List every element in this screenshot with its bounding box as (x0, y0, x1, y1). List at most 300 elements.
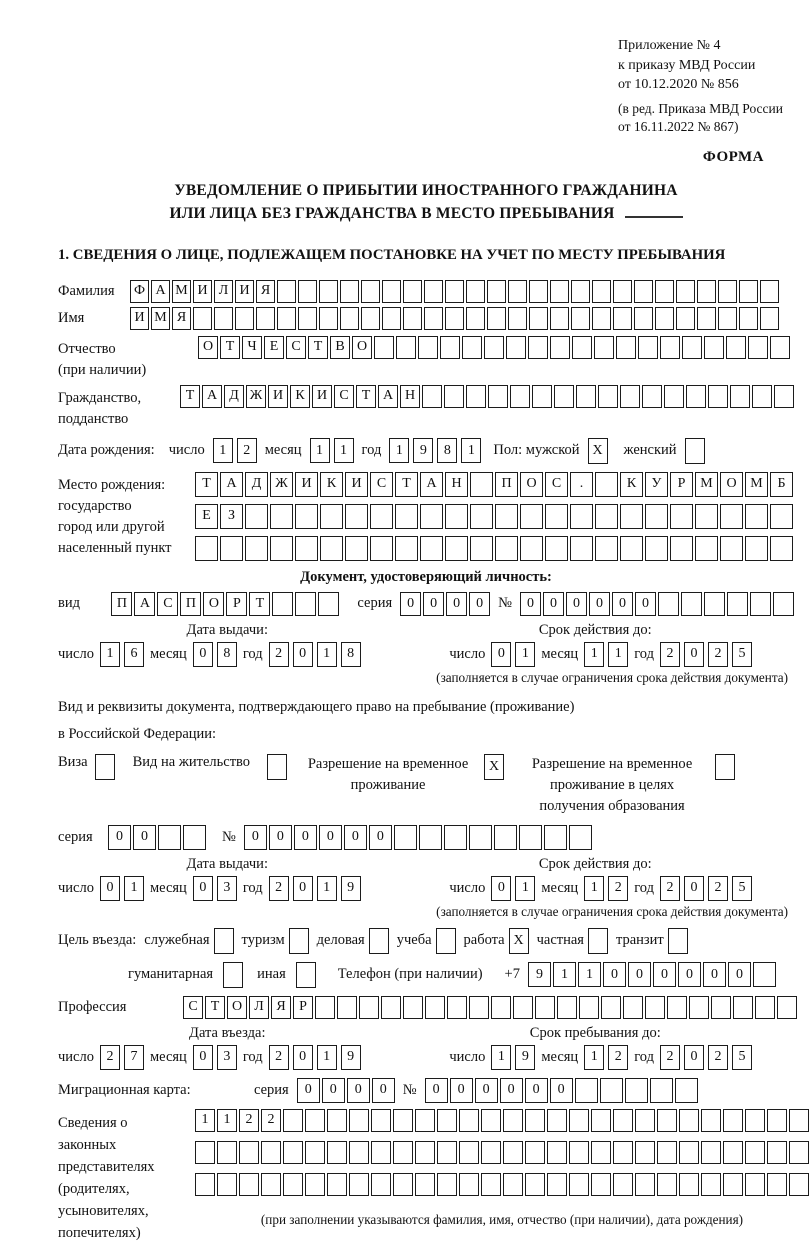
char-cell (327, 1141, 347, 1164)
stay-number-boxes (244, 825, 592, 850)
birth-year-boxes (389, 438, 481, 463)
char-cell: 1 (515, 642, 535, 667)
char-cell (235, 307, 254, 330)
stay-series-label: серия (58, 828, 93, 845)
char-cell (420, 504, 443, 529)
char-cell: 0 (294, 825, 317, 850)
char-cell (481, 1173, 501, 1196)
char-cell (770, 336, 790, 359)
given-name-row (58, 307, 794, 330)
purpose-row (58, 928, 794, 954)
char-cell: 0 (635, 592, 656, 616)
char-cell (789, 1173, 809, 1196)
char-cell: 2 (269, 1045, 289, 1070)
identity-doc-heading: Документ, удостоверяющий личность: (300, 568, 552, 585)
char-cell: О (720, 472, 743, 497)
char-cell (295, 504, 318, 529)
char-cell (295, 536, 318, 561)
char-cell: А (378, 385, 398, 408)
phone-boxes (528, 962, 776, 987)
migration-card-label: Миграционная карта: (58, 1081, 191, 1098)
char-cell (745, 1109, 765, 1132)
char-cell: С (157, 592, 178, 616)
char-cell (415, 1109, 435, 1132)
char-cell (403, 996, 423, 1019)
char-cell (459, 1173, 479, 1196)
char-cell (773, 592, 794, 616)
char-cell (481, 1109, 501, 1132)
stay-doc-dates (58, 876, 794, 901)
char-cell (381, 996, 401, 1019)
char-cell: 8 (341, 642, 361, 667)
char-cell: 0 (543, 592, 564, 616)
char-cell: Т (395, 472, 418, 497)
char-cell: 0 (369, 825, 392, 850)
char-cell: 2 (608, 1045, 628, 1070)
char-cell: Е (264, 336, 284, 359)
char-cell (466, 307, 485, 330)
month-label: месяц (264, 442, 302, 458)
char-cell (298, 307, 317, 330)
purpose-label: Цель въезда: (58, 932, 137, 948)
char-cell (658, 592, 679, 616)
month-label: месяц (149, 645, 187, 662)
char-cell: 0 (491, 876, 511, 901)
char-cell (437, 1141, 457, 1164)
char-cell (214, 307, 233, 330)
char-cell (520, 504, 543, 529)
char-cell (491, 996, 511, 1019)
char-cell: М (695, 472, 718, 497)
stay-valid-day-boxes (491, 876, 535, 901)
char-cell (616, 336, 636, 359)
purpose-row2 (128, 962, 794, 988)
char-cell (620, 504, 643, 529)
citizenship-boxes (180, 385, 794, 408)
doc-type-boxes (111, 592, 339, 616)
option-temp-residence: Разрешение на временное проживание X (299, 754, 504, 796)
char-cell (745, 536, 768, 561)
char-cell (704, 592, 725, 616)
migration-series-label: серия (254, 1081, 289, 1098)
char-cell (506, 336, 526, 359)
char-cell: 1 (491, 1045, 511, 1070)
char-cell: 0 (469, 592, 490, 616)
char-cell: 0 (347, 1078, 370, 1103)
char-cell: Т (220, 336, 240, 359)
char-cell (739, 307, 758, 330)
char-cell: 1 (195, 1109, 215, 1132)
char-cell (374, 336, 394, 359)
stay-series-boxes (108, 825, 206, 850)
char-cell (770, 504, 793, 529)
stay-doc-intro: Вид и реквизиты документа, подтверждающего право на пребывание (проживание) в Российской Федерации: (58, 698, 575, 742)
purpose-work: работа X (464, 928, 529, 954)
char-cell (261, 1141, 281, 1164)
char-cell (183, 825, 206, 850)
char-cell (503, 1173, 523, 1196)
char-cell: О (227, 996, 247, 1019)
appendix-line: от 10.12.2020 № 856 (618, 77, 739, 92)
char-cell (283, 1173, 303, 1196)
char-cell (525, 1141, 545, 1164)
char-cell (657, 1173, 677, 1196)
char-cell (484, 336, 504, 359)
char-cell (349, 1141, 369, 1164)
char-cell: 1 (213, 438, 233, 463)
char-cell: Н (445, 472, 468, 497)
char-cell (217, 1141, 237, 1164)
char-cell (594, 336, 614, 359)
char-cell: 0 (133, 825, 156, 850)
char-cell: 0 (293, 876, 313, 901)
char-cell: 2 (269, 876, 289, 901)
char-cell (547, 1141, 567, 1164)
char-cell (774, 385, 794, 408)
title-blank-underline (625, 205, 683, 218)
char-cell (723, 1173, 743, 1196)
option-visa: Виза (58, 754, 115, 780)
char-cell (664, 385, 684, 408)
char-cell (319, 280, 338, 303)
char-cell (223, 962, 243, 988)
revision-line: (в ред. Приказа МВД России (618, 100, 783, 116)
char-cell: 0 (612, 592, 633, 616)
char-cell (704, 336, 724, 359)
char-cell (600, 1078, 623, 1103)
birth-date-label: Дата рождения: (58, 442, 155, 458)
char-cell (529, 307, 548, 330)
doc-series-label: серия (357, 595, 393, 611)
tourism-checkbox (289, 928, 309, 954)
temp-residence-checkbox (484, 754, 504, 780)
char-cell (676, 280, 695, 303)
purpose-other: иная (257, 962, 316, 988)
char-cell (572, 336, 592, 359)
char-cell (447, 996, 467, 1019)
char-cell (520, 536, 543, 561)
char-cell (655, 307, 674, 330)
sex-male-label: Пол: мужской (493, 442, 580, 458)
doc-series-boxes (400, 592, 490, 616)
char-cell: 2 (269, 642, 289, 667)
char-cell (657, 1109, 677, 1132)
char-cell: 0 (446, 592, 467, 616)
char-cell (158, 825, 181, 850)
char-cell (503, 1109, 523, 1132)
char-cell (571, 280, 590, 303)
char-cell (569, 1109, 589, 1132)
char-cell (760, 307, 779, 330)
char-cell (519, 825, 542, 850)
day-label: число (449, 645, 486, 662)
char-cell (739, 280, 758, 303)
char-cell: Р (670, 472, 693, 497)
char-cell: 0 (684, 1045, 704, 1070)
char-cell: И (345, 472, 368, 497)
char-cell: 0 (100, 876, 120, 901)
char-cell (424, 307, 443, 330)
char-cell (349, 1173, 369, 1196)
char-cell: 9 (515, 1045, 535, 1070)
char-cell: 5 (732, 1045, 752, 1070)
purpose-tourism: туризм (242, 928, 309, 954)
year-label: год (634, 1048, 654, 1065)
char-cell (620, 385, 640, 408)
doc-type-label: вид (58, 595, 80, 611)
char-cell (470, 472, 493, 497)
char-cell (327, 1109, 347, 1132)
char-cell: 0 (628, 962, 651, 987)
char-cell (679, 1141, 699, 1164)
appendix-line: Приложение № 4 (618, 38, 721, 53)
char-cell: Ж (270, 472, 293, 497)
section1-heading: 1. СВЕДЕНИЯ О ЛИЦЕ, ПОДЛЕЖАЩЕМ ПОСТАНОВКЕ НА УЧЕТ ПО МЕСТУ ПРЕБЫВАНИЯ (58, 246, 726, 263)
char-cell: 0 (550, 1078, 573, 1103)
birth-place-boxes-row2 (195, 504, 793, 529)
char-cell (770, 536, 793, 561)
month-label: месяц (149, 1048, 187, 1065)
char-cell: В (330, 336, 350, 359)
char-cell (686, 385, 706, 408)
char-cell: С (370, 472, 393, 497)
char-cell: 0 (491, 642, 511, 667)
char-cell: X (484, 754, 504, 780)
char-cell (361, 280, 380, 303)
char-cell (592, 307, 611, 330)
char-cell: 0 (269, 825, 292, 850)
char-cell (415, 1173, 435, 1196)
char-cell (752, 385, 772, 408)
char-cell (424, 280, 443, 303)
char-cell (645, 996, 665, 1019)
char-cell: 8 (437, 438, 457, 463)
char-cell: 2 (261, 1109, 281, 1132)
char-cell (595, 504, 618, 529)
migration-card-row (58, 1078, 794, 1103)
char-cell (487, 307, 506, 330)
char-cell (466, 385, 486, 408)
char-cell (267, 754, 287, 780)
char-cell: С (545, 472, 568, 497)
char-cell (789, 1141, 809, 1164)
char-cell (745, 504, 768, 529)
representatives-boxes-row2 (195, 1141, 809, 1164)
sex-male-checkbox (588, 438, 608, 464)
char-cell (613, 1173, 633, 1196)
char-cell (437, 1173, 457, 1196)
char-cell: О (352, 336, 372, 359)
char-cell: 9 (341, 1045, 361, 1070)
char-cell (298, 280, 317, 303)
char-cell: 8 (217, 642, 237, 667)
char-cell: 2 (608, 876, 628, 901)
char-cell (382, 280, 401, 303)
option-temp-residence-education: Разрешение на временное проживание в целях получения образования (516, 754, 735, 817)
stay-until-day-boxes (491, 1045, 535, 1070)
doc-number-boxes (520, 592, 794, 616)
stay-issue-day-boxes (100, 876, 144, 901)
char-cell: 7 (124, 1045, 144, 1070)
entry-month-boxes (193, 1045, 237, 1070)
char-cell: 0 (293, 642, 313, 667)
month-label: месяц (541, 1048, 579, 1065)
char-cell (667, 996, 687, 1019)
char-cell: Р (226, 592, 247, 616)
char-cell: 1 (553, 962, 576, 987)
year-label: год (634, 645, 654, 662)
char-cell (570, 536, 593, 561)
char-cell (718, 307, 737, 330)
char-cell (277, 280, 296, 303)
char-cell (395, 536, 418, 561)
char-cell (370, 536, 393, 561)
char-cell (349, 1109, 369, 1132)
representatives-note: (при заполнении указываются фамилия, имя, отчество (при наличии), дата рождения) (260, 1211, 744, 1227)
doc-valid-day-boxes (491, 642, 535, 667)
char-cell (755, 996, 775, 1019)
patronymic-label: Отчество (при наличии) (58, 340, 147, 378)
char-cell: . (570, 472, 593, 497)
given-name-label: Имя (58, 309, 85, 326)
char-cell (695, 536, 718, 561)
char-cell (420, 536, 443, 561)
form-title (58, 179, 794, 225)
char-cell (289, 928, 309, 954)
char-cell: А (202, 385, 222, 408)
valid-until-heading: Срок действия до: (538, 855, 652, 872)
char-cell: 9 (528, 962, 551, 987)
char-cell (337, 996, 357, 1019)
char-cell (748, 336, 768, 359)
char-cell (753, 962, 776, 987)
char-cell (767, 1109, 787, 1132)
issue-date-heading: Дата выдачи: (186, 855, 268, 872)
char-cell: Л (249, 996, 269, 1019)
char-cell: Т (249, 592, 270, 616)
residence-permit-checkbox (267, 754, 287, 780)
char-cell: 0 (193, 1045, 213, 1070)
identity-doc-note: (заполняется в случае ограничения срока действия документа) (436, 669, 788, 685)
char-cell (436, 928, 456, 954)
char-cell (445, 280, 464, 303)
char-cell (495, 536, 518, 561)
char-cell (415, 1141, 435, 1164)
char-cell: 0 (344, 825, 367, 850)
char-cell (459, 1141, 479, 1164)
char-cell (675, 1078, 698, 1103)
doc-issue-day-boxes (100, 642, 144, 667)
char-cell (554, 385, 574, 408)
birth-place-row (58, 472, 794, 561)
birth-place-boxes-row1 (195, 472, 793, 497)
char-cell (525, 1173, 545, 1196)
month-label: месяц (541, 645, 579, 662)
stay-issue-year-boxes (269, 876, 361, 901)
char-cell (613, 1141, 633, 1164)
char-cell (595, 472, 618, 497)
char-cell (425, 996, 445, 1019)
char-cell (256, 307, 275, 330)
option-residence-permit: Вид на жительство (133, 754, 287, 780)
char-cell (660, 336, 680, 359)
char-cell: 1 (608, 642, 628, 667)
purpose-business: служебная (144, 928, 233, 954)
birth-date-row (58, 438, 794, 464)
year-label: год (242, 879, 263, 896)
other-purpose-checkbox (296, 962, 316, 988)
purpose-private: частная (537, 928, 608, 954)
char-cell: 1 (310, 438, 330, 463)
char-cell: С (334, 385, 354, 408)
char-cell (466, 280, 485, 303)
work-checkbox (509, 928, 529, 954)
char-cell: О (520, 472, 543, 497)
char-cell: 1 (584, 876, 604, 901)
surname-label: Фамилия (58, 282, 115, 299)
char-cell (682, 336, 702, 359)
char-cell (767, 1141, 787, 1164)
stay-until-month-boxes (584, 1045, 628, 1070)
entry-date-heading: Дата въезда: (189, 1024, 266, 1041)
doc-valid-year-boxes (660, 642, 752, 667)
char-cell (727, 592, 748, 616)
char-cell: А (134, 592, 155, 616)
char-cell (670, 504, 693, 529)
year-label: год (242, 1048, 263, 1065)
char-cell (733, 996, 753, 1019)
char-cell (745, 1141, 765, 1164)
char-cell (679, 1173, 699, 1196)
char-cell (569, 1141, 589, 1164)
char-cell (270, 536, 293, 561)
char-cell (437, 1109, 457, 1132)
char-cell: 1 (578, 962, 601, 987)
commercial-checkbox (369, 928, 389, 954)
day-label: число (168, 442, 205, 458)
doc-number-label: № (498, 595, 512, 611)
char-cell (487, 280, 506, 303)
char-cell: 2 (708, 642, 728, 667)
char-cell (295, 592, 316, 616)
char-cell: 1 (317, 1045, 337, 1070)
char-cell (245, 536, 268, 561)
doc-issue-year-boxes (269, 642, 361, 667)
char-cell (745, 1173, 765, 1196)
char-cell (635, 1141, 655, 1164)
business-checkbox (214, 928, 234, 954)
char-cell (95, 754, 115, 780)
char-cell (588, 928, 608, 954)
char-cell: И (130, 307, 149, 330)
char-cell: 2 (708, 1045, 728, 1070)
char-cell (547, 1109, 567, 1132)
identity-doc-date-headings (58, 622, 794, 639)
char-cell: 9 (341, 876, 361, 901)
char-cell (723, 1109, 743, 1132)
char-cell (396, 336, 416, 359)
char-cell (547, 1173, 567, 1196)
representatives-boxes-row1 (195, 1109, 809, 1132)
char-cell: И (295, 472, 318, 497)
char-cell (720, 504, 743, 529)
char-cell (508, 307, 527, 330)
char-cell (283, 1109, 303, 1132)
stay-valid-year-boxes (660, 876, 752, 901)
char-cell (620, 536, 643, 561)
char-cell (513, 996, 533, 1019)
char-cell (371, 1173, 391, 1196)
